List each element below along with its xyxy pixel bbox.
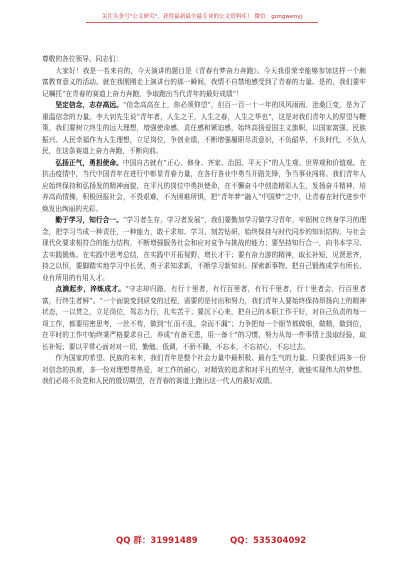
paragraph	[42, 100, 366, 158]
paragraph	[42, 215, 366, 284]
greeting: 尊敬的各位领导、同志们：	[42, 55, 123, 63]
banner-divider	[86, 22, 318, 23]
speech-body	[42, 54, 366, 388]
paragraph	[42, 353, 366, 388]
paragraph-text: “守志却归路，有行十里者，有行百里者，有行千里者，行十里者会，行百里者富，行终生者鲜”。“一个面貌变到质变的过程，需要的是付出和努力，我们青年人要始终保持昂扬向上的精神状态，一以贯之，立足岗位，驾志力行，扎实苦干；要沉下心来，把自己的本职工作干好，对自己负责的每一项工作，都要用密思考，一丝不苟，做到“忙而不乱，杂而不漏”；力争把每一个细节都做细，做精，做到位，在平时的工作中始终秉严格要求自己，养成“有备无患，用一备十”的习惯，努力从每一件事情上汲取经验，取长补短；要以平常心面对对一切，勤勉、低调，不骄不躁，不忘本，不忘初心，不忘过去。	[42, 285, 367, 351]
paragraph-lead: 弘扬正气，勇担使命。	[55, 158, 123, 167]
header-banner	[0, 2, 408, 42]
paragraph-text: “信念高高在上，你必须仰望”，但百一百一十一年的风风雨雨、沧桑巨变，是为了重温信念的力量。李大钊先生说“青年者，人生之王，人生之春，人生之华也”，这是对我们青年人的厚望与鞭策，我们要树立终生的远大理想，增强使命感、责任感和紧迫感，始终高扬爱国主义旗帜，以国家富强、民族振兴、人民幸福作为人生理想，立足岗位，争创业绩，不断增强履职尽责意识，不负韶华，不负时代，不负人民，在这条赛道上奋力奔跑，不断向前。	[42, 101, 367, 155]
paragraph-lead: 点滴起步，淬炼成才。	[55, 285, 126, 293]
paragraph	[42, 66, 366, 101]
footer	[0, 534, 408, 548]
paragraph-text: 中国自古就有“正心、修身、齐家、治国、平天下”的人生观、世界观和价值观。在抗击疫情中，当代中国青年在进行中彰显青春力量，在各行各业中勇当开路先锋，争当事业闯将。我们青年人应始终保持和弘扬发的精神面貌，在平凡的岗位中勇担使命，在不懈奋斗中创造精彩人生，发扬奋斗精神，培养高尚情操，积极回报社会，不畏艰难，不为困难所惧，把“青年梦”融入“中国梦”之中，让青春在时代进步中焕发出绚丽的光彩。	[42, 158, 367, 213]
paragraph-text: “学习者生存，学习者发展”，我们要勤加学习做学习青年，牢固树立终身学习的理念，把学习当成一种责任，一种能力，敢于求知、学习、刻苦钻研，始终保持与时代同步的知识结构，与社会现代化要求相符合的能力结构，不断增强服务社会和应对竞争与挑战的能力；要坚持知行合一，向书本学习、去实践锻炼、在实践中思考总结，在实践中开拓视野，增长才干；要有奋力游的精神，取长补短，见贤思齐，持之以恒，要脚踏实地学习中长优，勇于求知求新，不断学习新知识、探索新事物、把自己锻炼成学有所长、业有所用的有用人才。	[42, 216, 367, 282]
banner-text: 关注头条号"公文研究"，获得最新最全最专业的公文资料库！ 微信：gongwenyj	[101, 14, 303, 20]
paragraph-lead: 坚定信念，志存高远。	[55, 101, 123, 109]
paragraph-lead: 勤于学习，知行合一。	[55, 216, 123, 224]
paragraph-text: 大家好！我是一名来自的，今天演讲的题目是《青春有梦奋力奔跑》。今天我很荣幸能够参加这样一个颇富教育意义的活动。就在我刚刚走上演讲台的那一瞬间，我情不自禁地感受到了青春的力量。是的，我们要牢记嘱托“在青春的赛道上奋力奔跑，争取跑出当代青年的最好成绩”！	[42, 66, 366, 98]
paragraph	[42, 158, 366, 216]
paragraph-text: 作为国家的希望、民族的未来，我们青年是整个社会力量中最积极、最有生气的力量。只要我们再多一份对信念的执着，多一份对理想带热爱，对工作的耐心，对精致的追求和对平凡的坚守，就能实现伟大的梦想。我们必将不负党和人民的殷切期望，在青春的赛道上跑出这一代人的最好成绩。	[42, 354, 366, 385]
qq-group-number: QQ 群：31991489	[116, 536, 198, 546]
paragraph	[42, 284, 366, 353]
qq-number: QQ：535304092	[230, 536, 307, 546]
